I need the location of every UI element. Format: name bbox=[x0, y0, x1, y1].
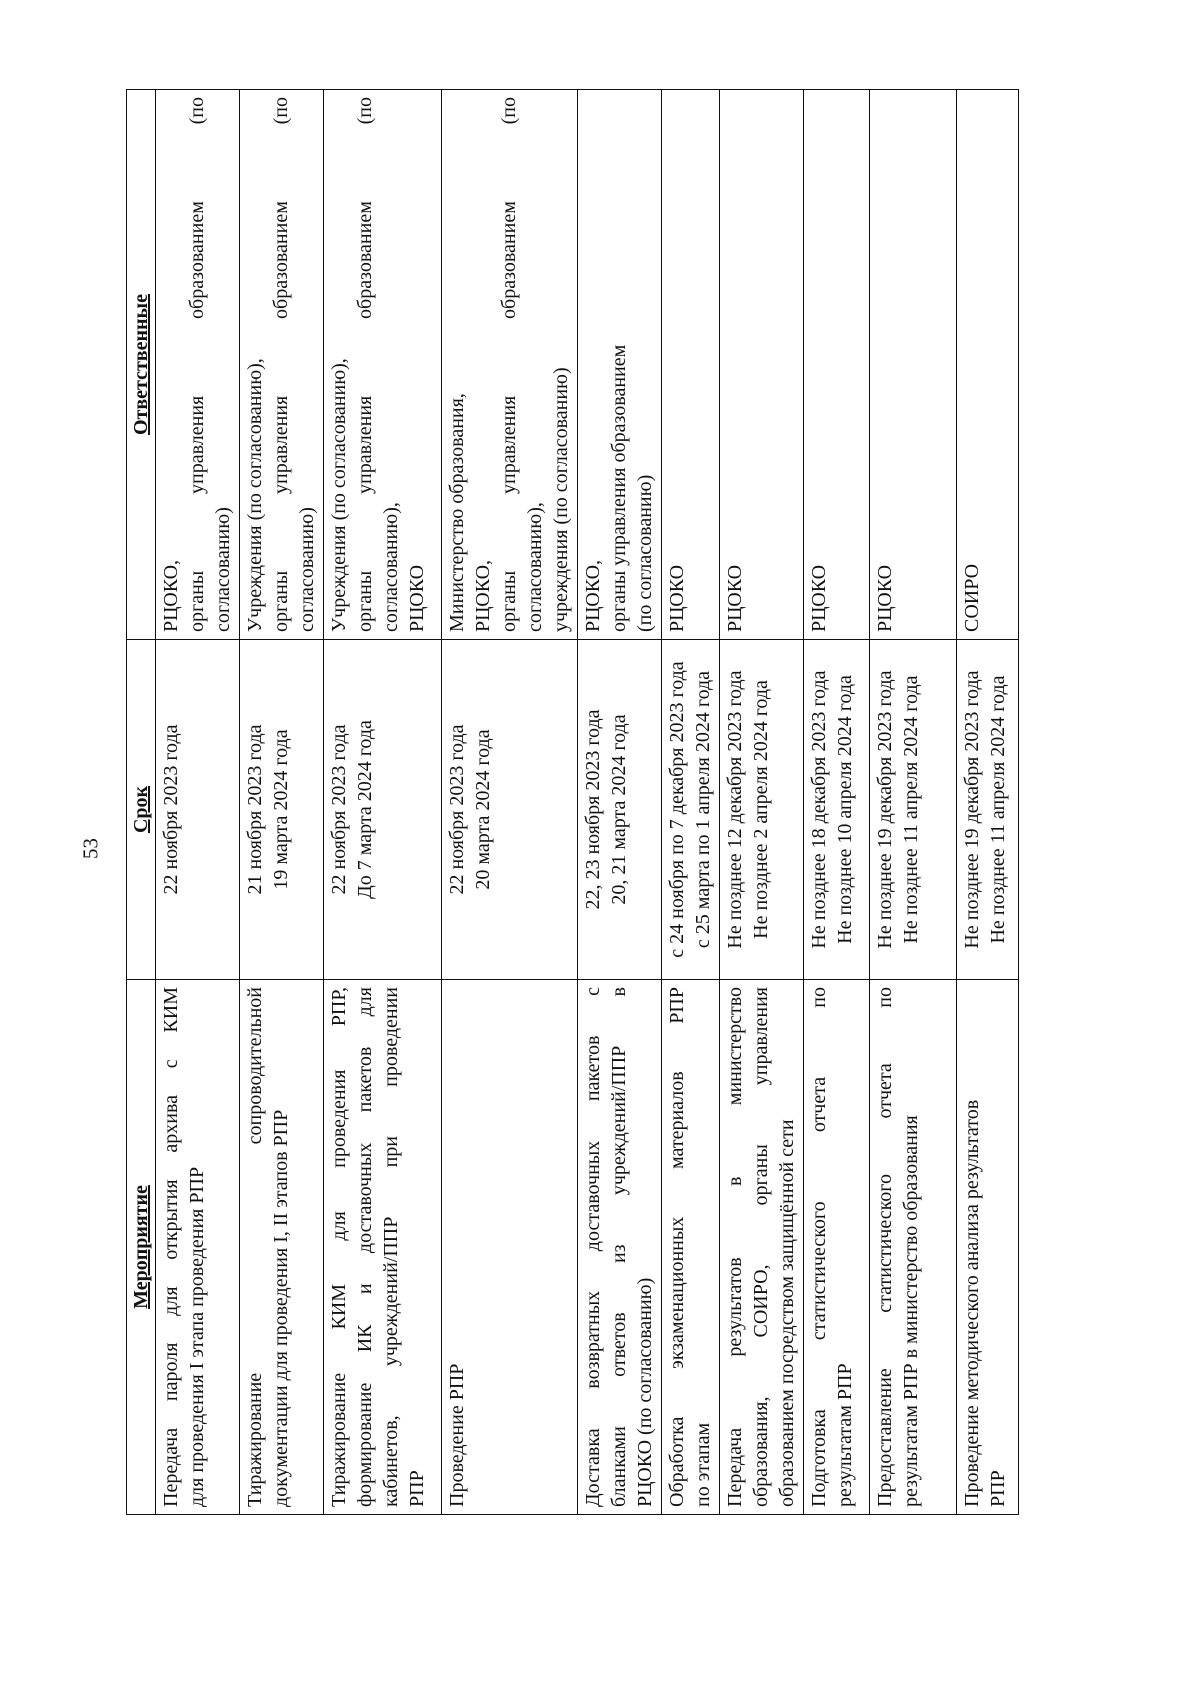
cell-line: РЦОКО bbox=[808, 564, 830, 632]
responsible-cell bbox=[324, 90, 442, 640]
event-cell bbox=[957, 980, 1019, 1515]
cell-line: Предоставление статистического отчета по bbox=[874, 987, 896, 1507]
cell-line: 22 ноября 2023 года bbox=[160, 724, 182, 895]
header-row bbox=[127, 90, 156, 1515]
term-cell bbox=[578, 640, 662, 980]
cell-line: согласованию), bbox=[524, 502, 546, 632]
cell-line: результатам РПР bbox=[834, 1363, 856, 1507]
cell-line: формирование ИК и доставочных пакетов для bbox=[354, 987, 376, 1507]
cell-line: 20 марта 2024 года bbox=[472, 729, 494, 890]
cell-line: СОИРО bbox=[961, 563, 983, 632]
cell-line: образованием посредством защищённой сети bbox=[776, 1119, 798, 1507]
cell-line: Не позднее 18 декабря 2023 года bbox=[808, 670, 830, 949]
cell-line: Учреждения (по согласованию), bbox=[244, 358, 266, 632]
term-cell bbox=[870, 640, 957, 980]
event-cell bbox=[662, 980, 720, 1515]
table-row bbox=[156, 90, 240, 1515]
cell-line: Проведение РПР bbox=[446, 1363, 468, 1507]
cell-line: по этапам bbox=[692, 1422, 714, 1507]
header-term: Срок bbox=[127, 640, 156, 980]
event-cell bbox=[870, 980, 957, 1515]
cell-line: органы управления образованием (по bbox=[186, 97, 208, 632]
cell-line: согласованию) bbox=[296, 507, 318, 632]
rotated-table-container bbox=[126, 90, 1069, 1515]
cell-line: с 24 ноября по 7 декабря 2023 года bbox=[666, 661, 688, 958]
cell-line: РПР bbox=[406, 1470, 428, 1507]
table-row bbox=[578, 90, 662, 1515]
cell-line: РЦОКО, bbox=[582, 559, 604, 632]
header-responsible: Ответственные bbox=[127, 90, 156, 640]
cell-line: Не позднее 19 декабря 2023 года bbox=[961, 670, 983, 949]
cell-line: согласованию) bbox=[212, 507, 234, 632]
responsible-cell bbox=[957, 90, 1019, 640]
term-cell bbox=[662, 640, 720, 980]
cell-line: органы управления образованием (по bbox=[354, 97, 376, 632]
cell-line: Не позднее 2 апреля 2024 года bbox=[750, 680, 772, 939]
cell-line: образования, СОИРО, органы управления bbox=[750, 987, 772, 1507]
cell-line: бланками ответов из учреждений/ППР в bbox=[608, 987, 630, 1507]
cell-line: До 7 марта 2024 года bbox=[354, 720, 376, 899]
term-cell bbox=[324, 640, 442, 980]
event-cell bbox=[578, 980, 662, 1515]
header-event: Мероприятие bbox=[127, 980, 156, 1515]
cell-line: Не позднее 19 декабря 2023 года bbox=[874, 670, 896, 949]
responsible-cell bbox=[240, 90, 324, 640]
term-cell bbox=[240, 640, 324, 980]
cell-line: органы управления образованием (по bbox=[498, 97, 520, 632]
table-row bbox=[442, 90, 578, 1515]
cell-line: РЦОКО bbox=[666, 564, 688, 632]
responsible-cell bbox=[442, 90, 578, 640]
responsible-cell bbox=[662, 90, 720, 640]
cell-line: РЦОКО bbox=[724, 564, 746, 632]
cell-line: 20, 21 марта 2024 года bbox=[608, 714, 630, 905]
page-number: 53 bbox=[78, 838, 103, 859]
cell-line: РЦОКО bbox=[874, 564, 896, 632]
cell-line: 21 ноября 2023 года bbox=[244, 724, 266, 895]
responsible-cell bbox=[870, 90, 957, 640]
cell-line: Не позднее 11 апреля 2024 года bbox=[900, 675, 922, 944]
table-row bbox=[804, 90, 870, 1515]
term-cell bbox=[720, 640, 804, 980]
table-row bbox=[240, 90, 324, 1515]
schedule-table bbox=[126, 89, 1019, 1515]
cell-line: Передача результатов в министерство bbox=[724, 987, 746, 1507]
table-row bbox=[957, 90, 1019, 1515]
cell-line: с 25 марта по 1 апреля 2024 года bbox=[692, 670, 714, 949]
term-cell bbox=[957, 640, 1019, 980]
cell-line: Тиражирование КИМ для проведения РПР, bbox=[328, 987, 350, 1507]
cell-line: для проведения I этапа проведения РПР bbox=[186, 1166, 208, 1507]
cell-line: Подготовка статистического отчета по bbox=[808, 987, 830, 1507]
term-cell bbox=[804, 640, 870, 980]
cell-line: кабинетов, учреждений/ППР при проведении bbox=[380, 987, 402, 1507]
table-row bbox=[720, 90, 804, 1515]
event-cell bbox=[324, 980, 442, 1515]
responsible-cell bbox=[578, 90, 662, 640]
cell-line: органы управления образованием (по bbox=[270, 97, 292, 632]
cell-line: результатам РПР в министерство образования bbox=[900, 1115, 922, 1507]
event-cell bbox=[442, 980, 578, 1515]
cell-line: органы управления образованием bbox=[608, 344, 630, 632]
cell-line: Не позднее 12 декабря 2023 года bbox=[724, 670, 746, 949]
cell-line: РЦОКО, bbox=[472, 559, 494, 632]
cell-line: 19 марта 2024 года bbox=[270, 729, 292, 890]
cell-line: Тиражирование сопроводительной bbox=[244, 987, 266, 1507]
event-cell bbox=[156, 980, 240, 1515]
cell-line: РЦОКО, bbox=[160, 559, 182, 632]
cell-line: Не позднее 11 апреля 2024 года bbox=[987, 675, 1009, 944]
table-row bbox=[324, 90, 442, 1515]
cell-line: Проведение методического анализа результатов bbox=[961, 1099, 983, 1507]
cell-line: Министерство образования, bbox=[446, 393, 468, 632]
cell-line: РЦОКО bbox=[406, 564, 428, 632]
term-cell bbox=[156, 640, 240, 980]
table-row bbox=[662, 90, 720, 1515]
cell-line: 22 ноября 2023 года bbox=[328, 724, 350, 895]
cell-line: 22 ноября 2023 года bbox=[446, 724, 468, 895]
event-cell bbox=[720, 980, 804, 1515]
cell-line: согласованию), bbox=[380, 502, 402, 632]
cell-line: Передача пароля для открытия архива с КИМ bbox=[160, 987, 182, 1507]
table-row bbox=[870, 90, 957, 1515]
cell-line: 22, 23 ноября 2023 года bbox=[582, 709, 604, 910]
cell-line: РПР bbox=[987, 1470, 1009, 1507]
term-cell bbox=[442, 640, 578, 980]
cell-line: Учреждения (по согласованию), bbox=[328, 358, 350, 632]
event-cell bbox=[804, 980, 870, 1515]
event-cell bbox=[240, 980, 324, 1515]
cell-line: Не позднее 10 апреля 2024 года bbox=[834, 675, 856, 944]
responsible-cell bbox=[156, 90, 240, 640]
responsible-cell bbox=[804, 90, 870, 640]
cell-line: РЦОКО (по согласованию) bbox=[634, 1277, 656, 1507]
cell-line: (по согласованию) bbox=[634, 474, 656, 632]
responsible-cell bbox=[720, 90, 804, 640]
cell-line: Обработка экзаменационных материалов РПР bbox=[666, 987, 688, 1507]
cell-line: Доставка возвратных доставочных пакетов с bbox=[582, 987, 604, 1507]
cell-line: документации для проведения I, II этапов РПР bbox=[270, 1109, 292, 1507]
cell-line: учреждения (по согласованию) bbox=[550, 367, 572, 632]
